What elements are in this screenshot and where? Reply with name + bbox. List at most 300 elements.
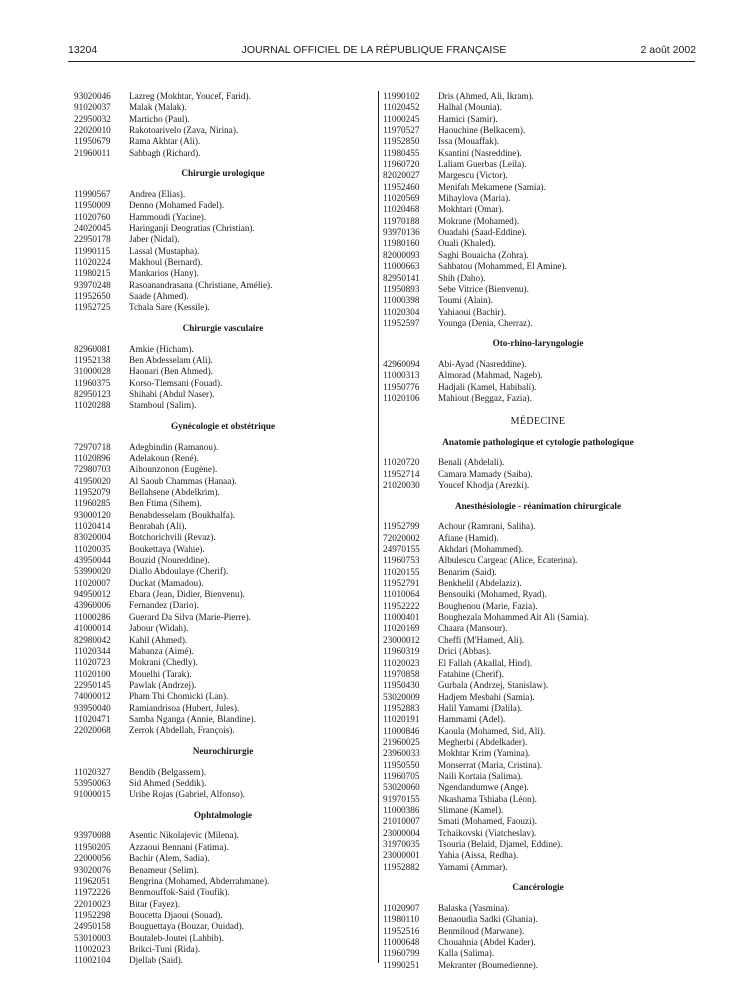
registration-number: 82000093 — [383, 249, 420, 260]
person-name: Menifah Mekamene (Samia). — [438, 181, 546, 192]
registration-number: 22950032 — [74, 113, 111, 124]
list-item — [74, 725, 372, 736]
person-name: Mahiout (Beggaz, Fazia). — [438, 393, 532, 404]
list-item — [74, 91, 372, 102]
registration-number: 11970188 — [383, 215, 420, 226]
person-name: Botchorichvili (Revaz). — [129, 532, 216, 543]
registration-number: 91000015 — [74, 789, 111, 800]
list-item — [383, 370, 693, 381]
list-item — [74, 125, 372, 136]
registration-number: 24970155 — [383, 544, 420, 555]
list-item — [383, 238, 693, 249]
registration-number: 11020468 — [383, 204, 420, 215]
specialty-heading: Oto-rhino-laryngologie — [492, 338, 584, 349]
person-name: Saade (Ahmed). — [129, 291, 189, 302]
person-name: Boutaleb-Joutei (Lahbib). — [129, 932, 224, 943]
list-item — [74, 212, 372, 223]
registration-number: 11952714 — [383, 468, 420, 479]
registration-number: 21010007 — [383, 816, 420, 827]
person-name: Jabour (Widah). — [129, 623, 189, 634]
list-item — [383, 555, 693, 566]
list-item — [74, 521, 372, 532]
list-item — [383, 903, 693, 914]
registration-number: 11020106 — [383, 393, 420, 404]
list-item — [383, 159, 693, 170]
registration-number: 11960753 — [383, 555, 420, 566]
list-item — [383, 703, 693, 714]
person-name: Tchala Sare (Kessile). — [129, 302, 210, 313]
list-item — [383, 771, 693, 782]
registration-number: 11970527 — [383, 125, 420, 136]
person-name: Tsouria (Belaid, Djamel, Eddine). — [438, 839, 563, 850]
person-name: Denno (Mohamed Fadel). — [129, 200, 225, 211]
list-item — [383, 658, 693, 669]
person-name: Bouzid (Noureddine). — [129, 555, 210, 566]
person-name: Haringanji Deogratias (Christian). — [129, 223, 255, 234]
registration-number: 11960319 — [383, 646, 420, 657]
person-name: Marticho (Paul). — [129, 113, 190, 124]
registration-number: 11020907 — [383, 902, 420, 913]
person-name: Malak (Malak). — [129, 102, 187, 113]
person-name: Rasoanandrasana (Christiane, Amélie). — [129, 279, 273, 290]
person-name: Duckat (Mamadou). — [129, 577, 204, 588]
person-name: Korso-Tlemsani (Fouad). — [129, 377, 223, 388]
person-name: Benameur (Selim). — [129, 864, 199, 875]
registration-number: 11990251 — [383, 959, 420, 970]
registration-number: 11952138 — [74, 355, 111, 366]
registration-number: 11952460 — [383, 181, 420, 192]
person-name: Albulescu Cargeac (Alice, Ecaterina). — [438, 555, 578, 566]
registration-number: 31000028 — [74, 366, 111, 377]
list-item — [74, 189, 372, 200]
left-column — [74, 91, 372, 967]
list-item — [74, 910, 372, 921]
page-number: 13204 — [68, 44, 98, 56]
person-name: Nkashama Tshiaba (Léon). — [438, 793, 537, 804]
registration-number: 42960094 — [383, 359, 420, 370]
registration-number: 53010003 — [74, 932, 111, 943]
registration-number: 11952597 — [383, 317, 420, 328]
person-name: Dris (Ahmed, Ali, Ikram). — [438, 91, 534, 101]
person-name: Boughenou (Marie, Fazia). — [438, 600, 538, 611]
list-item — [74, 476, 372, 487]
list-item — [383, 204, 693, 215]
list-item — [383, 136, 693, 147]
person-name: Makhoul (Bernard). — [129, 257, 203, 268]
person-name: Mokrane (Mohamed). — [438, 215, 520, 226]
registration-number: 21020030 — [383, 480, 420, 491]
person-name: Hadjem Mesbahi (Samia). — [438, 691, 535, 702]
person-name: Ben Abdesselam (Ali). — [129, 355, 213, 366]
registration-number: 22950178 — [74, 234, 111, 245]
list-item — [74, 657, 372, 668]
list-item — [74, 714, 372, 725]
list-item — [383, 680, 693, 691]
journal-title: JOURNAL OFFICIEL DE LA RÉPUBLIQUE FRANÇAISE — [241, 44, 507, 56]
registration-number: 11960285 — [74, 498, 111, 509]
registration-number: 11980215 — [74, 268, 111, 279]
registration-number: 21960011 — [74, 147, 111, 158]
registration-number: 22020010 — [74, 125, 111, 136]
person-name: Bachir (Alem, Sadia). — [129, 853, 210, 864]
person-name: Chaara (Mansour). — [438, 623, 508, 634]
registration-number: 11020344 — [74, 645, 111, 656]
registration-number: 11950679 — [74, 136, 111, 147]
registration-number: 83020004 — [74, 532, 111, 543]
person-name: Bendib (Belgassem). — [129, 766, 207, 777]
list-item — [74, 876, 372, 887]
person-name: Benmouffok-Said (Toufik). — [129, 887, 230, 898]
list-item — [383, 114, 693, 125]
list-item — [383, 646, 693, 657]
list-item — [383, 393, 693, 404]
person-name: Benaoudia Sadki (Ghania). — [438, 914, 538, 925]
person-name: Brikci-Tuni (Rida). — [129, 943, 201, 954]
registration-number: 93020076 — [74, 864, 111, 875]
registration-number: 11020100 — [74, 668, 111, 679]
specialty-heading: Chirurgie vasculaire — [182, 322, 264, 333]
list-item — [74, 234, 372, 245]
registration-number: 93970088 — [74, 830, 111, 841]
list-item — [74, 510, 372, 521]
person-name: Boucetta Djaoui (Souad). — [129, 909, 223, 920]
right-column — [383, 91, 693, 971]
list-item — [74, 378, 372, 389]
list-item — [74, 865, 372, 876]
list-item — [74, 635, 372, 646]
registration-number: 11950550 — [383, 759, 420, 770]
list-item — [74, 223, 372, 234]
person-name: Andrea (Elias). — [129, 188, 186, 199]
registration-number: 11000313 — [383, 370, 420, 381]
registration-number: 91020037 — [74, 102, 111, 113]
list-item — [74, 887, 372, 898]
list-item — [74, 544, 372, 555]
person-name: Ngendandumwe (Ange). — [438, 782, 529, 793]
person-name: Halil Yamami (Dalila). — [438, 702, 523, 713]
list-item — [383, 216, 693, 227]
registration-number: 11980160 — [383, 238, 420, 249]
list-item — [383, 307, 693, 318]
list-item — [74, 612, 372, 623]
registration-number: 11000245 — [383, 113, 420, 124]
list-item — [383, 794, 693, 805]
list-item — [383, 805, 693, 816]
list-item — [74, 102, 372, 113]
registration-number: 11020760 — [74, 211, 111, 222]
registration-number: 53990020 — [74, 566, 111, 577]
registration-number: 11970858 — [383, 668, 420, 679]
list-item — [383, 589, 693, 600]
person-name: Megherbi (Abdelkader). — [438, 736, 528, 747]
person-name: Mokhtar Krim (Yamina). — [438, 748, 531, 759]
registration-number: 11952650 — [74, 291, 111, 302]
list-item — [74, 291, 372, 302]
person-name: Haouari (Ben Ahmed). — [129, 366, 213, 377]
list-item — [74, 136, 372, 147]
list-item — [74, 589, 372, 600]
person-name: Hadjali (Kamel, Habibali). — [438, 381, 537, 392]
list-item — [74, 555, 372, 566]
list-item — [383, 623, 693, 634]
registration-number: 82020027 — [383, 170, 420, 181]
list-item — [383, 469, 693, 480]
person-name: Ouadahi (Saad-Eddine). — [438, 227, 527, 238]
person-name: Achour (Ramrani, Saliha). — [438, 521, 536, 532]
list-item — [383, 193, 693, 204]
person-name: Sahbatou (Mohammed, El Amine). — [438, 261, 567, 272]
registration-number: 11960705 — [383, 770, 420, 781]
list-item — [74, 280, 372, 291]
list-item — [74, 389, 372, 400]
column-divider — [378, 91, 379, 963]
list-item — [383, 125, 693, 136]
list-item — [383, 612, 693, 623]
list-item — [74, 114, 372, 125]
list-item — [74, 646, 372, 657]
person-name: Adelakoun (René). — [129, 453, 199, 464]
person-name: Saghi Bouaicha (Zohra). — [438, 249, 529, 260]
list-item — [383, 102, 693, 113]
person-name: Sebe Vitrice (Bienvenu). — [438, 283, 529, 294]
person-name: Bengrina (Mohamed, Abderrahmane). — [129, 875, 270, 886]
list-item — [74, 669, 372, 680]
specialty-heading: Ophtalmologie — [193, 809, 253, 820]
list-item — [74, 355, 372, 366]
list-item — [383, 182, 693, 193]
list-item — [74, 830, 372, 841]
list-item — [74, 498, 372, 509]
list-item — [383, 948, 693, 959]
header-rule — [68, 61, 695, 62]
person-name: Bellahsene (Abdelkrim). — [129, 487, 220, 498]
list-item — [383, 544, 693, 555]
registration-number: 11020452 — [383, 102, 420, 113]
person-name: Yamami (Ammar). — [438, 861, 508, 872]
person-name: Mekranter (Boumedienne). — [438, 959, 539, 970]
person-name: Samba Nganga (Annie, Blandine). — [129, 713, 256, 724]
list-item — [74, 691, 372, 702]
list-item — [383, 862, 693, 873]
registration-number: 11962051 — [74, 875, 111, 886]
list-item — [383, 567, 693, 578]
list-item — [74, 955, 372, 966]
person-name: Kaoula (Mohamed, Sid, Ali). — [438, 725, 546, 736]
person-name: Kahil (Ahmed). — [129, 634, 188, 645]
registration-number: 11952516 — [383, 925, 420, 936]
list-item — [383, 760, 693, 771]
registration-number: 22950145 — [74, 679, 111, 690]
registration-number: 11000648 — [383, 937, 420, 947]
registration-number: 41000014 — [74, 623, 111, 634]
list-item — [383, 828, 693, 839]
person-name: Adegbindin (Ramanou). — [129, 441, 219, 452]
list-item — [383, 261, 693, 272]
list-item — [74, 944, 372, 955]
list-item — [74, 899, 372, 910]
person-name: Rakotoarivelo (Zava, Nirina). — [129, 125, 239, 136]
person-name: Almorad (Mahmad, Nageb). — [438, 370, 543, 381]
list-item — [383, 359, 693, 370]
registration-number: 11020723 — [74, 657, 111, 668]
list-item — [383, 521, 693, 532]
person-name: Boughezala Mohammed Ait Ali (Samia). — [438, 612, 589, 623]
list-item — [383, 748, 693, 759]
registration-number: 82960081 — [74, 343, 111, 354]
person-name: Yahiaoui (Bachir). — [438, 306, 506, 317]
specialty-heading: Anatomie pathologique et cytologie pathologique — [442, 436, 634, 447]
person-name: Sid Ahmed (Seddik). — [129, 777, 207, 788]
registration-number: 24020045 — [74, 223, 111, 234]
list-item — [74, 578, 372, 589]
list-item — [383, 457, 693, 468]
person-name: Ksantini (Nasreddine). — [438, 147, 522, 158]
registration-number: 53020060 — [383, 782, 420, 793]
person-name: Toumi (Alain). — [438, 295, 493, 306]
publication-date: 2 août 2002 — [640, 44, 696, 56]
person-name: Guerard Da Silva (Marie-Pierre). — [129, 611, 251, 622]
person-name: Tchaikovski (Viatcheslav). — [438, 827, 537, 838]
list-item — [74, 703, 372, 714]
registration-number: 11980110 — [383, 914, 420, 925]
registration-number: 11020471 — [74, 713, 111, 724]
person-name: Mokrani (Chedly). — [129, 657, 198, 668]
specialty-heading: Anesthésiologie - réanimation chirurgicale — [454, 500, 622, 511]
registration-number: 11020304 — [383, 306, 420, 317]
list-item — [74, 789, 372, 800]
person-name: Shih (Daho). — [438, 272, 486, 283]
person-name: Benarim (Said). — [438, 566, 497, 577]
registration-number: 21960025 — [383, 736, 420, 747]
person-name: Mankarios (Hany). — [129, 268, 199, 279]
registration-number: 93020046 — [74, 91, 111, 101]
person-name: Benrabah (Ali). — [129, 521, 187, 532]
registration-number: 11952725 — [74, 302, 111, 313]
list-item — [383, 318, 693, 329]
list-item — [383, 533, 693, 544]
registration-number: 11950776 — [383, 381, 420, 392]
registration-number: 11950009 — [74, 200, 111, 211]
registration-number: 11952298 — [74, 909, 111, 920]
registration-number: 53020009 — [383, 691, 420, 702]
list-item — [383, 816, 693, 827]
list-item — [74, 921, 372, 932]
person-name: Lassal (Mustapha). — [129, 245, 200, 256]
person-name: Mouelhi (Tarak). — [129, 668, 192, 679]
list-item — [74, 566, 372, 577]
person-name: Yahia (Aissa, Redha). — [438, 850, 519, 861]
person-name: Chouahnia (Abdel Kader). — [438, 937, 536, 947]
registration-number: 93970248 — [74, 279, 111, 290]
registration-number: 11020169 — [383, 623, 420, 634]
person-name: Issa (Mouaffak). — [438, 136, 500, 147]
person-name: Bensouiki (Mohamed, Ryad). — [438, 589, 547, 600]
registration-number: 11000401 — [383, 612, 420, 623]
list-item — [383, 960, 693, 971]
list-item — [74, 853, 372, 864]
registration-number: 11952079 — [74, 487, 111, 498]
registration-number: 53950063 — [74, 777, 111, 788]
person-name: Cheffi (M'Hamed, Ali). — [438, 634, 525, 645]
person-name: Haouchine (Belkacem). — [438, 125, 526, 136]
person-name: Rama Akhtar (Ali). — [129, 136, 201, 147]
list-item — [383, 669, 693, 680]
registration-number: 11020327 — [74, 766, 111, 777]
list-item — [383, 170, 693, 181]
person-name: Djellab (Said). — [129, 955, 184, 966]
registration-number: 11960799 — [383, 948, 420, 959]
registration-number: 41950020 — [74, 475, 111, 486]
registration-number: 11000398 — [383, 295, 420, 306]
registration-number: 74000012 — [74, 691, 111, 702]
specialty-heading: Cancérologie — [512, 882, 564, 893]
registration-number: 11990115 — [74, 245, 111, 256]
person-name: Bitar (Fayez). — [129, 898, 181, 909]
registration-number: 24950158 — [74, 921, 111, 932]
list-item — [383, 926, 693, 937]
registration-number: 22020068 — [74, 725, 111, 736]
list-item — [74, 623, 372, 634]
list-item — [383, 937, 693, 948]
registration-number: 11990567 — [74, 188, 111, 199]
list-item — [74, 778, 372, 789]
list-item — [74, 442, 372, 453]
person-name: Hammoudi (Yacine). — [129, 211, 207, 222]
registration-number: 11972226 — [74, 887, 111, 898]
list-item — [383, 480, 693, 491]
person-name: Akhdari (Mohammed). — [438, 544, 524, 555]
person-name: Kalla (Salima). — [438, 948, 495, 959]
list-item — [383, 284, 693, 295]
person-name: Boukettaya (Wahie). — [129, 543, 205, 554]
registration-number: 11952850 — [383, 136, 420, 147]
list-item — [383, 227, 693, 238]
person-name: Fernandez (Dario). — [129, 600, 199, 611]
list-item — [74, 148, 372, 159]
person-name: Abi-Ayad (Nasreddine). — [438, 359, 527, 370]
list-item — [74, 344, 372, 355]
person-name: Benmiloud (Marwane). — [438, 925, 525, 936]
person-name: Sabbagh (Richard). — [129, 147, 201, 158]
person-name: Benkhelil (Abdelaziz). — [438, 578, 522, 589]
list-item — [74, 302, 372, 313]
list-item — [74, 600, 372, 611]
person-name: Zerrok (Abdellah, François). — [129, 725, 235, 736]
registration-number: 11020023 — [383, 657, 420, 668]
registration-number: 11020288 — [74, 400, 111, 411]
list-item — [383, 726, 693, 737]
registration-number: 72970718 — [74, 441, 111, 452]
registration-number: 82950141 — [383, 272, 420, 283]
list-item — [383, 601, 693, 612]
registration-number: 11020007 — [74, 577, 111, 588]
registration-number: 11952222 — [383, 600, 420, 611]
page-header — [0, 44, 748, 60]
registration-number: 22010023 — [74, 898, 111, 909]
registration-number: 11950205 — [74, 841, 111, 852]
registration-number: 93000120 — [74, 509, 111, 520]
person-name: Benali (Abdelali). — [438, 457, 505, 468]
registration-number: 11000386 — [383, 804, 420, 815]
person-name: El Fallah (Akallal, Hind). — [438, 657, 533, 668]
registration-number: 11002104 — [74, 955, 111, 966]
person-name: Ebara (Jean, Didier, Bienvenu). — [129, 589, 245, 600]
registration-number: 11020414 — [74, 521, 111, 532]
registration-number: 11020569 — [383, 193, 420, 204]
list-item — [383, 850, 693, 861]
list-item — [383, 91, 693, 102]
person-name: Hammami (Adel). — [438, 714, 506, 725]
